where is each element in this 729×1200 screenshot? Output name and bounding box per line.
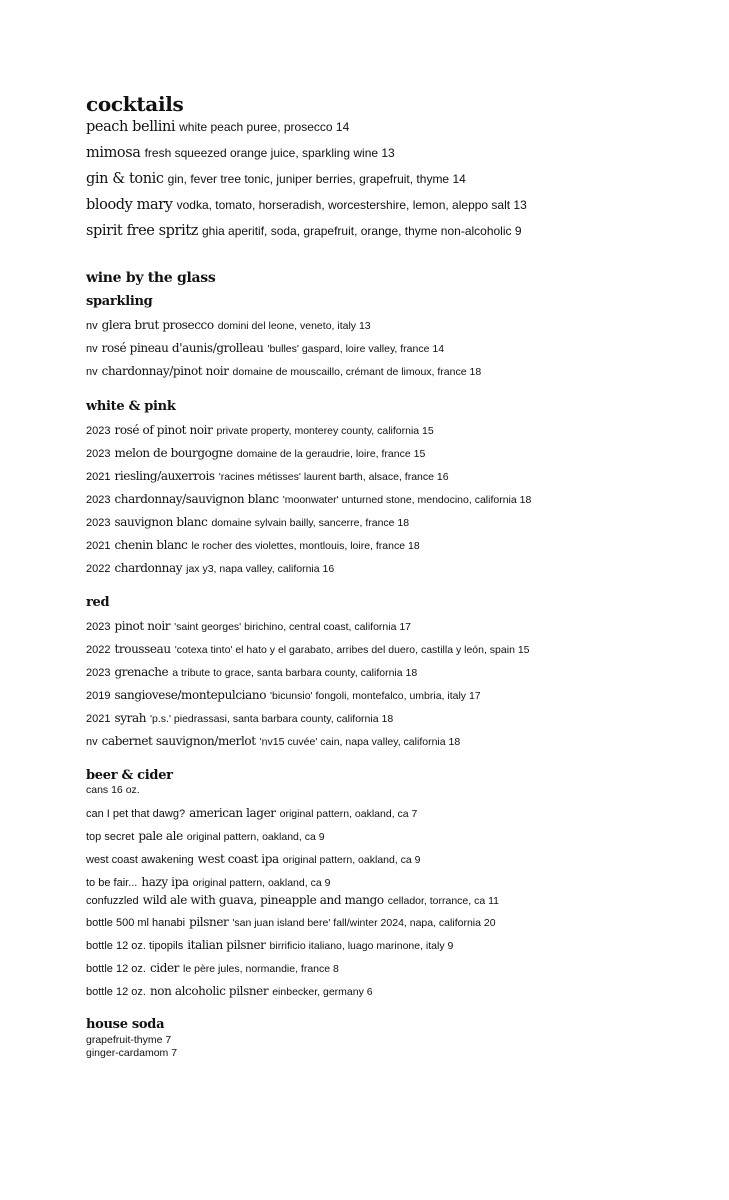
beer-item xyxy=(86,982,373,1000)
wine-vintage: nv xyxy=(86,343,98,355)
soda-item: grapefruit-thyme 7 xyxy=(86,1034,172,1046)
wine-name: melon de bourgogne xyxy=(114,446,233,460)
wine-item xyxy=(86,640,530,658)
beer-item xyxy=(86,959,339,977)
wine-item xyxy=(86,513,409,531)
cocktail-item xyxy=(86,118,349,136)
beer-item xyxy=(86,827,325,845)
beer-prefix: confuzzled xyxy=(86,895,139,907)
wine-item xyxy=(86,339,444,357)
wine-heading: wine by the glass xyxy=(86,270,216,286)
wine-vintage: 2023 xyxy=(86,517,111,529)
wine-name: cabernet sauvignon/merlot xyxy=(101,734,256,748)
cocktails-heading: cocktails xyxy=(86,92,184,116)
wine-item xyxy=(86,536,420,554)
beer-prefix: to be fair... xyxy=(86,877,138,889)
beer-desc: 'san juan island bere' fall/winter 2024, napa, california 20 xyxy=(232,917,496,929)
wine-vintage: 2019 xyxy=(86,690,111,702)
cocktail-name: bloody mary xyxy=(86,197,173,213)
cocktail-name: gin & tonic xyxy=(86,171,164,187)
wine-desc: 'moonwater' unturned stone, mendocino, california 18 xyxy=(282,494,532,506)
cocktail-item xyxy=(86,144,395,162)
wine-item xyxy=(86,686,481,704)
beer-prefix: bottle 500 ml hanabi xyxy=(86,917,186,929)
beer-heading: beer & cider xyxy=(86,768,173,783)
beer-desc: einbecker, germany 6 xyxy=(272,986,373,998)
wine-desc: domaine de la geraudrie, loire, france 15 xyxy=(236,448,426,460)
wine-vintage: 2023 xyxy=(86,448,111,460)
wine-desc: 'racines métisses' laurent barth, alsace, france 16 xyxy=(218,471,449,483)
beer-desc: original pattern, oakland, ca 9 xyxy=(282,854,421,866)
wine-name: rosé pineau d'aunis/grolleau xyxy=(101,341,264,355)
wine-item xyxy=(86,709,393,727)
beer-prefix: top secret xyxy=(86,831,135,843)
wine-vintage: 2021 xyxy=(86,713,111,725)
beer-name: pale ale xyxy=(138,829,183,843)
wine-desc: domaine sylvain bailly, sancerre, france 18 xyxy=(211,517,410,529)
beer-desc: cellador, torrance, ca 11 xyxy=(387,895,500,907)
beer-desc: birrificio italiano, luago marinone, italy 9 xyxy=(269,940,454,952)
wine-item xyxy=(86,617,411,635)
beer-item xyxy=(86,891,499,909)
wine-item xyxy=(86,467,449,485)
beer-item xyxy=(86,804,417,822)
sparkling-heading: sparkling xyxy=(86,294,153,309)
beer-name: west coast ipa xyxy=(197,852,279,866)
beer-desc: original pattern, oakland, ca 9 xyxy=(192,877,331,889)
beer-item xyxy=(86,913,496,931)
wine-desc: a tribute to grace, santa barbara county, california 18 xyxy=(172,667,418,679)
beer-name: non alcoholic pilsner xyxy=(149,984,269,998)
wine-item xyxy=(86,663,417,681)
wine-name: glera brut prosecco xyxy=(101,318,214,332)
cocktail-desc: vodka, tomato, horseradish, worcestershire, lemon, aleppo salt 13 xyxy=(176,198,527,212)
wine-vintage: 2021 xyxy=(86,471,111,483)
beer-item xyxy=(86,850,421,868)
cocktail-item xyxy=(86,170,466,188)
red-section xyxy=(86,595,716,751)
wine-name: syrah xyxy=(114,711,147,725)
cocktail-desc: fresh squeezed orange juice, sparkling wine 13 xyxy=(144,146,395,160)
wine-section xyxy=(86,269,716,287)
wine-desc: private property, monterey county, california 15 xyxy=(216,425,434,437)
wine-item xyxy=(86,732,460,750)
beer-name: hazy ipa xyxy=(141,875,189,889)
wine-name: chenin blanc xyxy=(114,538,188,552)
red-heading: red xyxy=(86,595,110,610)
wine-item xyxy=(86,444,425,462)
beer-name: cider xyxy=(149,961,180,975)
wine-item xyxy=(86,559,334,577)
beer-desc: original pattern, oakland, ca 9 xyxy=(186,831,325,843)
cocktail-desc: ghia aperitif, soda, grapefruit, orange, thyme non-alcoholic 9 xyxy=(202,224,522,238)
beer-name: wild ale with guava, pineapple and mango xyxy=(142,893,384,907)
wine-vintage: 2021 xyxy=(86,540,111,552)
cocktail-name: mimosa xyxy=(86,145,141,161)
cocktail-name: peach bellini xyxy=(86,119,176,135)
wine-name: chardonnay xyxy=(114,561,183,575)
sparkling-section xyxy=(86,294,716,380)
wine-desc: 'p.s.' piedrassasi, santa barbara county, california 18 xyxy=(150,713,394,725)
soda-item: ginger-cardamom 7 xyxy=(86,1047,178,1059)
wine-name: pinot noir xyxy=(114,619,171,633)
cocktail-desc: white peach puree, prosecco 14 xyxy=(179,120,350,134)
wine-item xyxy=(86,421,434,439)
white-pink-section xyxy=(86,399,716,580)
wine-name: grenache xyxy=(114,665,169,679)
wine-desc: domaine de mouscaillo, crémant de limoux, france 18 xyxy=(232,366,482,378)
cocktail-item xyxy=(86,222,522,240)
beer-prefix: can I pet that dawg? xyxy=(86,808,186,820)
wine-name: sangiovese/montepulciano xyxy=(114,688,267,702)
soda-section xyxy=(86,1017,716,1063)
beer-note: cans 16 oz. xyxy=(86,784,140,796)
cocktail-name: spirit free spritz xyxy=(86,223,198,239)
soda-heading: house soda xyxy=(86,1017,165,1032)
wine-vintage: 2023 xyxy=(86,621,111,633)
wine-name: rosé of pinot noir xyxy=(114,423,213,437)
beer-prefix: bottle 12 oz. xyxy=(86,963,146,975)
beer-name: italian pilsner xyxy=(187,938,266,952)
wine-item xyxy=(86,362,481,380)
cocktail-desc: gin, fever tree tonic, juniper berries, grapefruit, thyme 14 xyxy=(167,172,466,186)
wine-name: chardonnay/sauvignon blanc xyxy=(114,492,279,506)
wine-desc: 'bulles' gaspard, loire valley, france 14 xyxy=(267,343,445,355)
wine-item xyxy=(86,490,531,508)
wine-desc: 'nv15 cuvée' cain, napa valley, california 18 xyxy=(259,736,461,748)
wine-vintage: 2023 xyxy=(86,667,111,679)
wine-name: sauvignon blanc xyxy=(114,515,208,529)
wine-desc: le rocher des violettes, montlouis, loire, france 18 xyxy=(191,540,420,552)
wine-name: trousseau xyxy=(114,642,171,656)
beer-desc: le père jules, normandie, france 8 xyxy=(183,963,339,975)
wine-item xyxy=(86,316,371,334)
wine-vintage: 2023 xyxy=(86,494,111,506)
wine-desc: 'saint georges' birichino, central coast, california 17 xyxy=(174,621,412,633)
beer-item xyxy=(86,936,453,954)
beer-section xyxy=(86,768,716,999)
cocktails-section xyxy=(86,92,716,246)
wine-desc: 'cotexa tinto' el hato y el garabato, arribes del duero, castilla y león, spain 15 xyxy=(174,644,530,656)
beer-prefix: bottle 12 oz. xyxy=(86,986,146,998)
beer-name: american lager xyxy=(189,806,276,820)
wine-vintage: nv xyxy=(86,320,98,332)
wine-name: chardonnay/pinot noir xyxy=(101,364,229,378)
wine-desc: jax y3, napa valley, california 16 xyxy=(186,563,335,575)
beer-prefix: bottle 12 oz. tipopils xyxy=(86,940,184,952)
beer-desc: original pattern, oakland, ca 7 xyxy=(279,808,418,820)
beer-item xyxy=(86,873,330,891)
wine-desc: 'bicunsio' fongoli, montefalco, umbria, italy 17 xyxy=(270,690,481,702)
beer-name: pilsner xyxy=(189,915,229,929)
wine-vintage: 2022 xyxy=(86,644,111,656)
wine-desc: domini del leone, veneto, italy 13 xyxy=(217,320,371,332)
wine-vintage: nv xyxy=(86,736,98,748)
wine-name: riesling/auxerrois xyxy=(114,469,215,483)
cocktail-item xyxy=(86,196,527,214)
wine-vintage: 2023 xyxy=(86,425,111,437)
wine-vintage: nv xyxy=(86,366,98,378)
beer-prefix: west coast awakening xyxy=(86,854,194,866)
white-pink-heading: white & pink xyxy=(86,399,176,414)
wine-vintage: 2022 xyxy=(86,563,111,575)
